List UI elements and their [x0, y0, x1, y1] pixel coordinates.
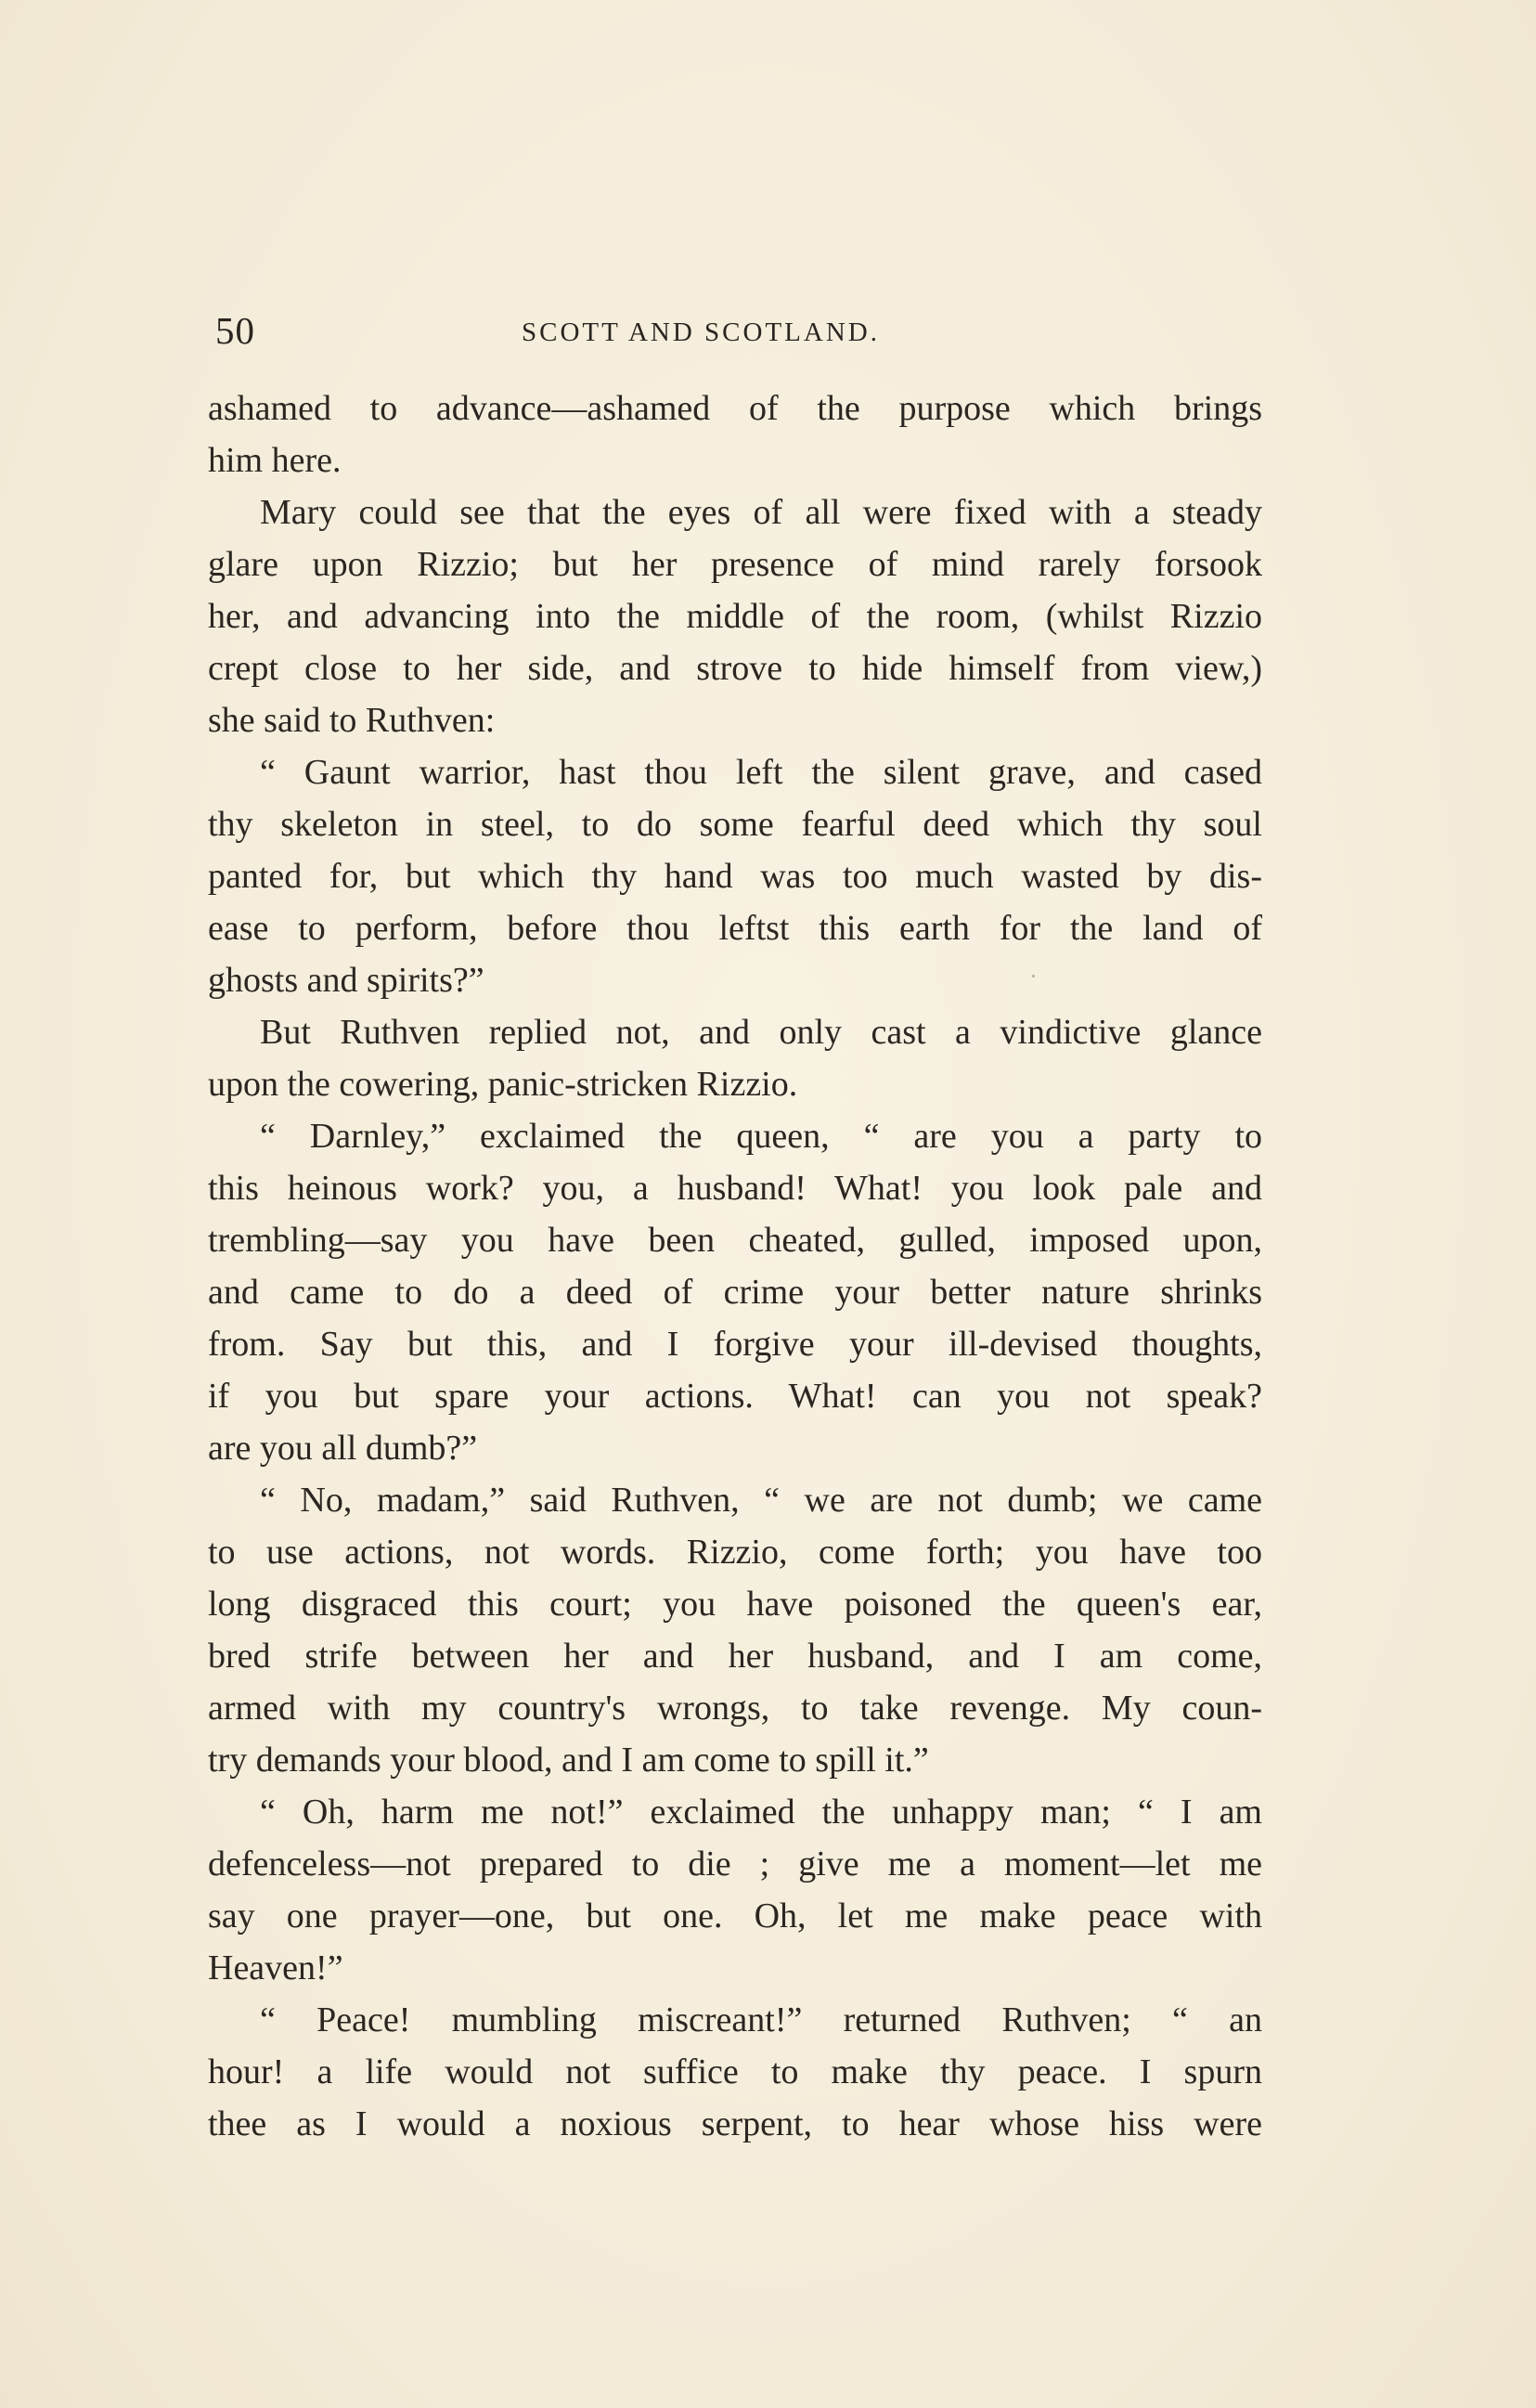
text-line: thee as I would a noxious serpent, to hear whose hiss were [208, 2104, 1262, 2143]
text-line: “ Gaunt warrior, hast thou left the silent grave, and cased [260, 753, 1262, 792]
text-line: crept close to her side, and strove to hide himself from view,) [208, 649, 1262, 688]
running-head: SCOTT AND SCOTLAND. [522, 317, 880, 347]
body-text [208, 382, 1262, 2150]
text-line: this heinous work? you, a husband! What! you look pale and [208, 1169, 1262, 1208]
ink-speck [1032, 975, 1035, 977]
text-line: to use actions, not words. Rizzio, come forth; you have too [208, 1533, 1262, 1572]
text-line: ashamed to advance—ashamed of the purpose which brings [208, 389, 1262, 428]
text-line: “ Oh, harm me not!” exclaimed the unhappy man; “ I am [260, 1793, 1262, 1832]
text-line: But Ruthven replied not, and only cast a vindictive glance [260, 1013, 1262, 1052]
text-line: ghosts and spirits?” [208, 961, 484, 1000]
text-line: Heaven!” [208, 1948, 343, 1987]
text-line: “ Peace! mumbling miscreant!” returned Ruthven; “ an [260, 2000, 1262, 2039]
text-line: say one prayer—one, but one. Oh, let me make peace with [208, 1897, 1262, 1935]
text-line: long disgraced this court; you have poisoned the queen's ear, [208, 1585, 1262, 1624]
text-line: her, and advancing into the middle of the room, (whilst Rizzio [208, 597, 1262, 636]
text-line: thy skeleton in steel, to do some fearful deed which thy soul [208, 805, 1262, 844]
text-line: trembling—say you have been cheated, gulled, imposed upon, [208, 1221, 1262, 1260]
text-line: “ No, madam,” said Ruthven, “ we are not dumb; we came [260, 1481, 1262, 1520]
text-line: she said to Ruthven: [208, 701, 496, 740]
text-line: are you all dumb?” [208, 1429, 478, 1468]
page-number: 50 [215, 309, 255, 352]
text-line: upon the cowering, panic-stricken Rizzio. [208, 1065, 798, 1104]
text-line: “ Darnley,” exclaimed the queen, “ are you a party to [260, 1117, 1262, 1156]
text-line: him here. [208, 441, 342, 480]
text-line: bred strife between her and her husband, and I am come, [208, 1637, 1262, 1676]
text-line: from. Say but this, and I forgive your ill-devised thoughts, [208, 1325, 1262, 1364]
text-line: ease to perform, before thou leftst this earth for the land of [208, 909, 1262, 948]
text-line: Mary could see that the eyes of all were fixed with a steady [260, 493, 1262, 532]
text-line: hour! a life would not suffice to make thy peace. I spurn [208, 2052, 1262, 2091]
text-line: panted for, but which thy hand was too much wasted by dis- [208, 857, 1262, 896]
text-line: armed with my country's wrongs, to take revenge. My coun- [208, 1689, 1262, 1728]
page-header [215, 308, 1262, 364]
text-line: glare upon Rizzio; but her presence of mind rarely forsook [208, 545, 1262, 584]
text-line: and came to do a deed of crime your better nature shrinks [208, 1273, 1262, 1312]
text-line: try demands your blood, and I am come to spill it.” [208, 1741, 929, 1780]
text-line: defenceless—not prepared to die ; give me a moment—let me [208, 1845, 1262, 1884]
text-line: if you but spare your actions. What! can you not speak? [208, 1377, 1262, 1416]
